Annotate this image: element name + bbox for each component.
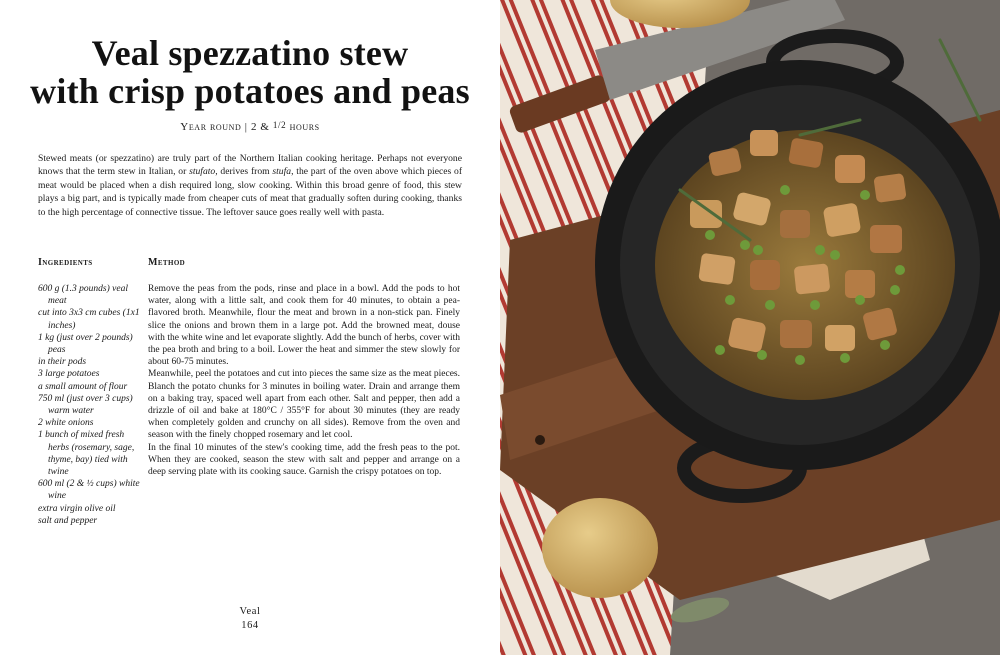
method-text [148, 283, 460, 478]
ingredient-item: 2 white onions [38, 418, 94, 429]
recipe-meta [20, 120, 480, 133]
time-fraction: 1/2 [272, 120, 287, 130]
board-hole [535, 435, 545, 445]
method-paragraph: Meanwhile, peel the potatoes and cut into pieces the same size as the meat pieces. Blanch the potato chunks for 3 minutes in boiling water. Drain and arrange them on a baking tray, spaced well apart from each other. Salt and pepper, then add a drizzle of oil and bake at 180°C / 355°F for about 30 minutes (they are ready when completely golden and crunchy on all sides). Remove from the oven and season with the finely chopped rosemary and let cool. [148, 369, 460, 441]
intro-italic-stufato: stufato [189, 166, 216, 178]
meta-separator: | [244, 121, 248, 133]
stew-pan-illustration [500, 0, 1000, 655]
ingredient-item: 600 ml (2 & ½ cups) white wine [38, 479, 140, 502]
ingredient-item: a small amount of flour [38, 381, 128, 392]
time-whole: 2 & [250, 121, 270, 133]
ingredients-heading: Ingredients [38, 257, 93, 268]
season-label: Year round [180, 121, 242, 133]
ingredient-item: in their pods [38, 357, 87, 368]
page-footer [200, 605, 300, 633]
intro-text-2: , derives from [215, 166, 273, 178]
recipe-title-text: Veal spezzatino stew with crisp potatoes and peas [30, 33, 470, 111]
ingredient-item: salt and pepper [38, 515, 98, 526]
section-name: Veal [239, 606, 261, 617]
method-heading: Method [148, 257, 186, 268]
method-paragraph: In the final 10 minutes of the stew's cooking time, add the fresh peas to the pot. When they are cooked, season the stew with salt and pepper and arrange on a deep serving plate with its cooking sauce. Garnish the crispy potatoes on top. [148, 442, 460, 478]
intro-text-3: , the part of the oven above which pieces of meat would be placed when a dish required long, slow cooking. Within this broad genre of food, this stew plays a big part, and is typically made from cheaper cuts of meat that gradually soften during cooking, thanks to the high percentage of connective tissue. The leftover sauce goes really well with pasta. [38, 166, 463, 218]
stew-sauce [655, 130, 955, 400]
recipe-intro [38, 152, 462, 219]
ingredients-list [38, 283, 140, 527]
ingredient-item: cut into 3x3 cm cubes (1x1 inches) [38, 308, 140, 331]
intro-text-1: Stewed meats (or spezzatino) are truly part of the Northern Italian cooking heritage. Perhaps not everyone knows that the term stew in Italian, or [38, 153, 462, 178]
time-unit: hours [289, 121, 320, 133]
intro-italic-stufa: stufa [272, 166, 292, 178]
ingredient-item: 1 kg (just over 2 pounds) peas [38, 332, 133, 356]
ingredient-item: 600 g (1.3 pounds) veal meat [38, 284, 128, 307]
raw-potato-bottom [542, 498, 658, 598]
dish-photo [500, 0, 1000, 655]
ingredient-item: extra virgin olive oil [38, 503, 116, 514]
ingredient-item: 750 ml (just over 3 cups) warm water [38, 393, 133, 417]
ingredient-item: 1 bunch of mixed fresh herbs (rosemary, sage, thyme, bay) tied with twine [38, 430, 135, 478]
ingredient-item: 3 large potatoes [38, 369, 100, 380]
method-paragraph: Remove the peas from the pods, rinse and place in a bowl. Add the pods to hot water, along with a little salt, and cook them for 40 minutes, to obtain a pea-flavored broth. Meanwhile, flour the meat and brown in a non-stick pan. Finely slice the onions and brown them in a large pot. Add the browned meat, douse with the white wine and let evaporate slightly. Add the bunch of herbs, cover with the pea broth and bring to a boil. Lower the heat and simmer the stew slowly for about 60-75 minutes. [148, 284, 460, 368]
recipe-title [20, 34, 480, 110]
page-number: 164 [241, 620, 259, 631]
